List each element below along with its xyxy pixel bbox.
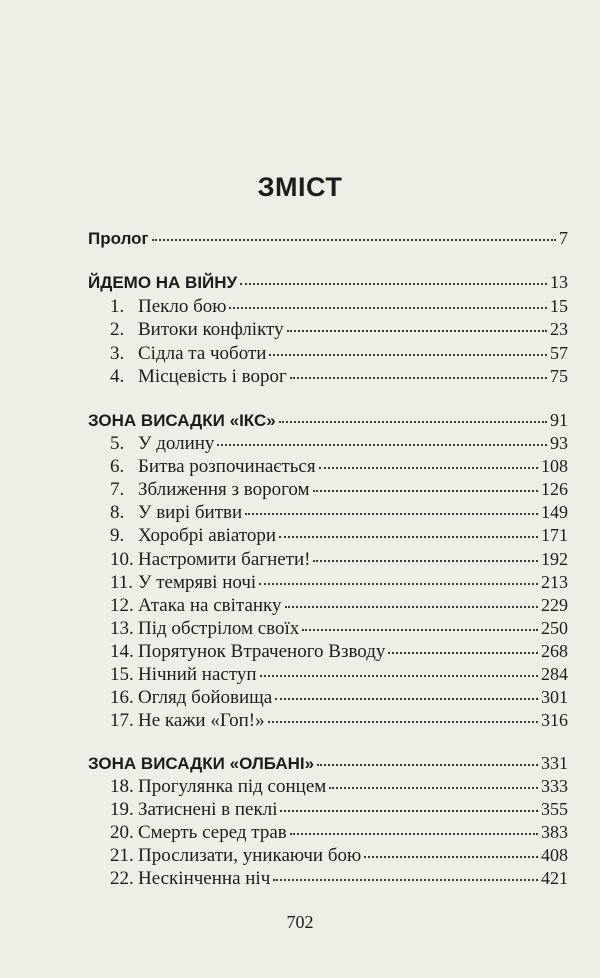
chapter-number: 12. — [110, 595, 134, 616]
entry-title: Хоробрі авіатори — [138, 525, 277, 546]
dot-leader — [319, 466, 538, 469]
entry-page: 15 — [550, 296, 568, 316]
dot-leader — [245, 512, 538, 515]
entry-page: 421 — [541, 868, 568, 888]
chapter-number: 2. — [110, 319, 125, 340]
page-number: 702 — [286, 912, 314, 932]
chapter-number: 17. — [110, 710, 134, 731]
page-title: ЗМІСТ — [257, 172, 343, 202]
entry-page: 333 — [541, 776, 568, 796]
entry-title: Затиснені в пеклі — [138, 799, 278, 820]
toc-chapter — [110, 868, 568, 894]
entry-page: 301 — [541, 687, 568, 707]
dot-leader — [152, 238, 556, 241]
entry-title: Пролог — [88, 229, 149, 248]
entry-page: 383 — [541, 822, 568, 842]
entry-title: Битва розпочинається — [138, 456, 316, 477]
chapter-number: 19. — [110, 799, 134, 820]
dot-leader — [279, 420, 547, 423]
entry-title: Витоки конфлікту — [138, 319, 284, 340]
dot-leader — [329, 786, 538, 789]
dot-leader — [302, 628, 538, 631]
chapter-number: 13. — [110, 618, 134, 639]
entry-page: 316 — [541, 710, 568, 730]
chapter-number: 18. — [110, 776, 134, 797]
entry-title: Під обстрілом своїх — [138, 618, 300, 639]
entry-title: Нескінченна ніч — [138, 868, 271, 889]
entry-title: ЙДЕМО НА ВІЙНУ — [88, 273, 238, 292]
chapter-number: 4. — [110, 366, 125, 387]
entry-page: 268 — [541, 641, 568, 661]
chapter-number: 7. — [110, 479, 125, 500]
entry-title: ЗОНА ВИСАДКИ «ІКС» — [88, 411, 276, 430]
dot-leader — [217, 443, 547, 446]
entry-page: 355 — [541, 799, 568, 819]
toc-chapter — [110, 366, 568, 392]
entry-page: 408 — [541, 845, 568, 865]
chapter-number: 22. — [110, 868, 134, 889]
toc-chapter — [110, 319, 568, 345]
entry-page: 75 — [550, 366, 568, 386]
dot-leader — [229, 306, 547, 309]
chapter-number: 14. — [110, 641, 134, 662]
dot-leader — [260, 674, 538, 677]
dot-leader — [287, 329, 547, 332]
toc-section — [88, 228, 568, 254]
entry-page: 284 — [541, 664, 568, 684]
entry-title: Пекло бою — [138, 296, 227, 317]
entry-page: 213 — [541, 572, 568, 592]
entry-page: 250 — [541, 618, 568, 638]
entry-page: 229 — [541, 595, 568, 615]
toc-section — [88, 272, 568, 298]
dot-leader — [268, 720, 538, 723]
entry-page: 57 — [550, 343, 568, 363]
entry-title: Місцевість і ворог — [138, 366, 287, 387]
entry-title: Настромити багнети! — [138, 549, 311, 570]
chapter-number: 3. — [110, 343, 125, 364]
dot-leader — [364, 855, 538, 858]
dot-leader — [259, 582, 538, 585]
dot-leader — [290, 376, 547, 379]
entry-page: 7 — [559, 228, 568, 248]
chapter-number: 21. — [110, 845, 134, 866]
chapter-number: 20. — [110, 822, 134, 843]
entry-title: Зближення з ворогом — [138, 479, 310, 500]
entry-title: У темряві ночі — [138, 572, 257, 593]
chapter-number: 16. — [110, 687, 134, 708]
entry-title: Смерть серед трав — [138, 822, 287, 843]
entry-page: 331 — [541, 753, 568, 773]
entry-title: Прослизати, уникаючи бою — [138, 845, 362, 866]
entry-title: Нічний наступ — [138, 664, 257, 685]
dot-leader — [313, 489, 538, 492]
entry-page: 149 — [541, 502, 568, 522]
entry-title: У вирі битви — [138, 502, 243, 523]
chapter-number: 5. — [110, 433, 125, 454]
chapter-number: 8. — [110, 502, 125, 523]
entry-page: 91 — [550, 410, 568, 430]
dot-leader — [273, 878, 538, 881]
entry-title: Атака на світанку — [138, 595, 282, 616]
entry-title: Не кажи «Гоп!» — [138, 710, 265, 731]
entry-page: 171 — [541, 525, 568, 545]
dot-leader — [240, 282, 547, 285]
chapter-number: 11. — [110, 572, 134, 593]
chapter-number: 15. — [110, 664, 134, 685]
entry-page: 13 — [550, 272, 568, 292]
entry-title: Порятунок Втраченого Взводу — [138, 641, 386, 662]
dot-leader — [275, 697, 538, 700]
dot-leader — [269, 353, 547, 356]
dot-leader — [290, 832, 538, 835]
dot-leader — [317, 763, 538, 766]
toc-chapter — [110, 710, 568, 736]
dot-leader — [313, 559, 538, 562]
entry-page: 93 — [550, 433, 568, 453]
dot-leader — [285, 605, 538, 608]
toc-chapter — [110, 525, 568, 551]
entry-title: У долину — [138, 433, 215, 454]
dot-leader — [388, 651, 538, 654]
entry-title: ЗОНА ВИСАДКИ «ОЛБАНІ» — [88, 754, 315, 773]
entry-page: 126 — [541, 479, 568, 499]
entry-title: Сідла та чоботи — [138, 343, 267, 364]
entry-title: Огляд бойовища — [138, 687, 273, 708]
entry-title: Прогулянка під сонцем — [138, 776, 327, 797]
dot-leader — [279, 535, 538, 538]
entry-page: 23 — [550, 319, 568, 339]
chapter-number: 6. — [110, 456, 125, 477]
chapter-number: 1. — [110, 296, 125, 317]
entry-page: 192 — [541, 549, 568, 569]
dot-leader — [280, 809, 538, 812]
entry-page: 108 — [541, 456, 568, 476]
chapter-number: 9. — [110, 525, 125, 546]
chapter-number: 10. — [110, 549, 134, 570]
